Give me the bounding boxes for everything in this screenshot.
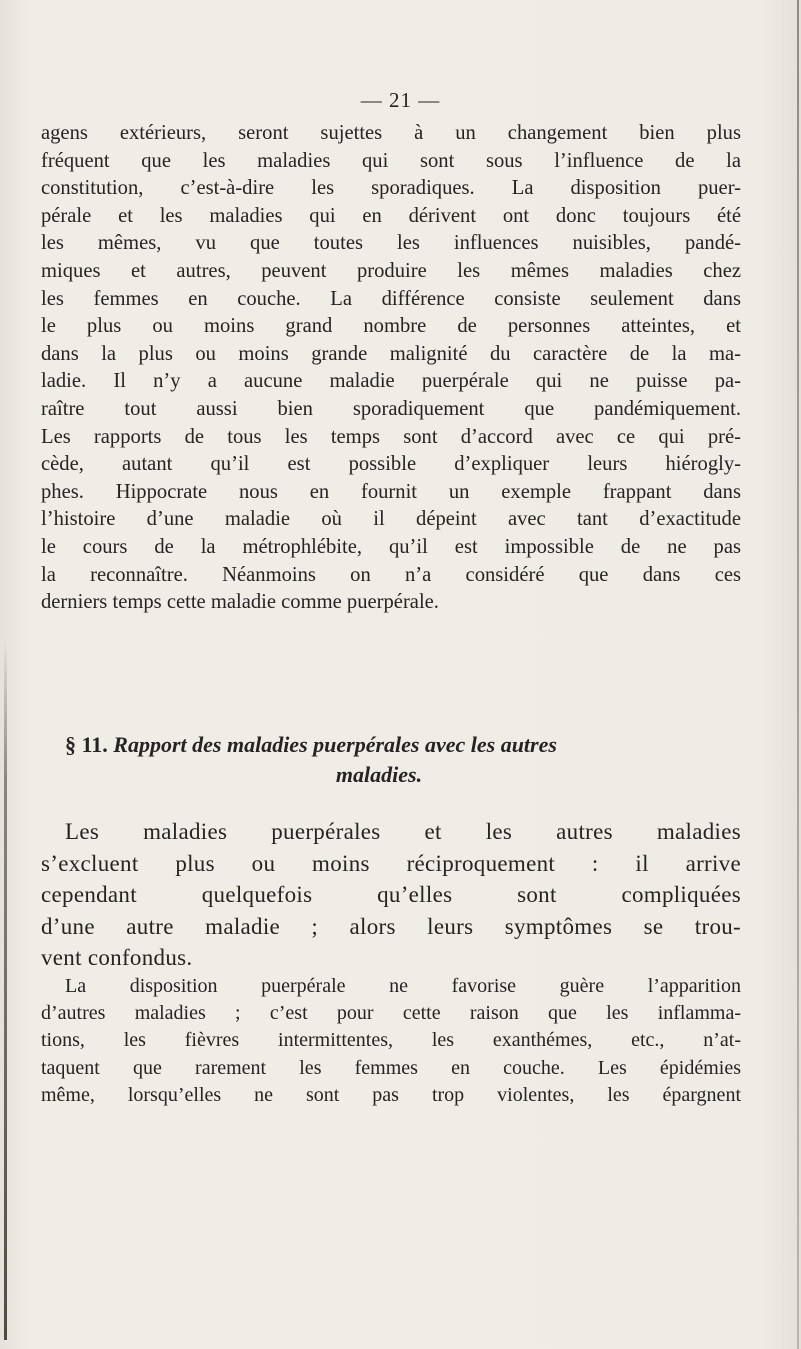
text-line: les femmes en couche. La différence consiste seulement dans <box>41 287 741 310</box>
section-title-part-2: maladies. <box>335 762 423 787</box>
text-line: même, lorsqu’elles ne sont pas trop violentes, les épargnent <box>41 1083 741 1106</box>
binding-shadow <box>4 640 7 1340</box>
paragraph-2 <box>41 816 741 974</box>
text-line: cède, autant qu’il est possible d’expliquer leurs hiérogly- <box>41 453 741 476</box>
text-line: fréquent que les maladies qui sont sous l’influence de la <box>41 149 741 172</box>
text-line: cependant quelquefois qu’elles sont compliquées <box>41 882 741 908</box>
text-line: vent confondus. <box>41 945 193 971</box>
section-heading <box>41 730 741 790</box>
text-line: la reconnaître. Néanmoins on n’a considéré que dans ces <box>41 563 741 586</box>
text-line: les mêmes, vu que toutes les influences nuisibles, pandé- <box>41 232 741 255</box>
text-line: La disposition puerpérale ne favorise guère l’apparition <box>65 975 741 997</box>
text-line: constitution, c’est-à-dire les sporadiques. La disposition puer- <box>41 177 741 200</box>
text-line: agens extérieurs, seront sujettes à un changement bien plus <box>41 122 741 144</box>
text-line: raître tout aussi bien sporadiquement que pandémiquement. <box>41 397 741 420</box>
paragraph-3 <box>41 973 741 1109</box>
text-line: derniers temps cette maladie comme puerpérale. <box>41 591 439 614</box>
section-number: § 11. <box>65 732 108 757</box>
text-line: pérale et les maladies qui en dérivent ont donc toujours été <box>41 204 741 227</box>
text-line: l’histoire d’une maladie où il dépeint avec tant d’exactitude <box>41 508 741 531</box>
text-line: taquent que rarement les femmes en couche. Les épidémies <box>41 1056 741 1079</box>
text-line: miques et autres, peuvent produire les mêmes maladies chez <box>41 259 741 282</box>
text-line: Les maladies puerpérales et les autres maladies <box>65 819 741 844</box>
text-line: ladie. Il n’y a aucune maladie puerpérale qui ne puisse pa- <box>41 370 741 393</box>
text-line: s’excluent plus ou moins réciproquement : il arrive <box>41 850 741 876</box>
page-edge <box>797 0 799 1349</box>
text-line: d’autres maladies ; c’est pour cette raison que les inflamma- <box>41 1002 741 1025</box>
text-line: d’une autre maladie ; alors leurs symptômes se trou- <box>41 913 741 939</box>
text-line: phes. Hippocrate nous en fournit un exemple frappant dans <box>41 480 741 503</box>
text-line: tions, les fièvres intermittentes, les exanthémes, etc., n’at- <box>41 1029 741 1052</box>
page-number: — 21 — <box>360 88 441 112</box>
section-title-part-1: Rapport des maladies puerpérales avec les autres <box>113 732 557 757</box>
section-heading-line-1 <box>41 730 741 760</box>
text-line: le cours de la métrophlébite, qu’il est impossible de ne pas <box>41 535 741 558</box>
text-line: Les rapports de tous les temps sont d’accord avec ce qui pré- <box>41 425 741 448</box>
paragraph-1 <box>41 120 741 617</box>
text-line: dans la plus ou moins grande malignité du caractère de la ma- <box>41 342 741 365</box>
text-line: le plus ou moins grand nombre de personnes atteintes, et <box>41 315 741 338</box>
